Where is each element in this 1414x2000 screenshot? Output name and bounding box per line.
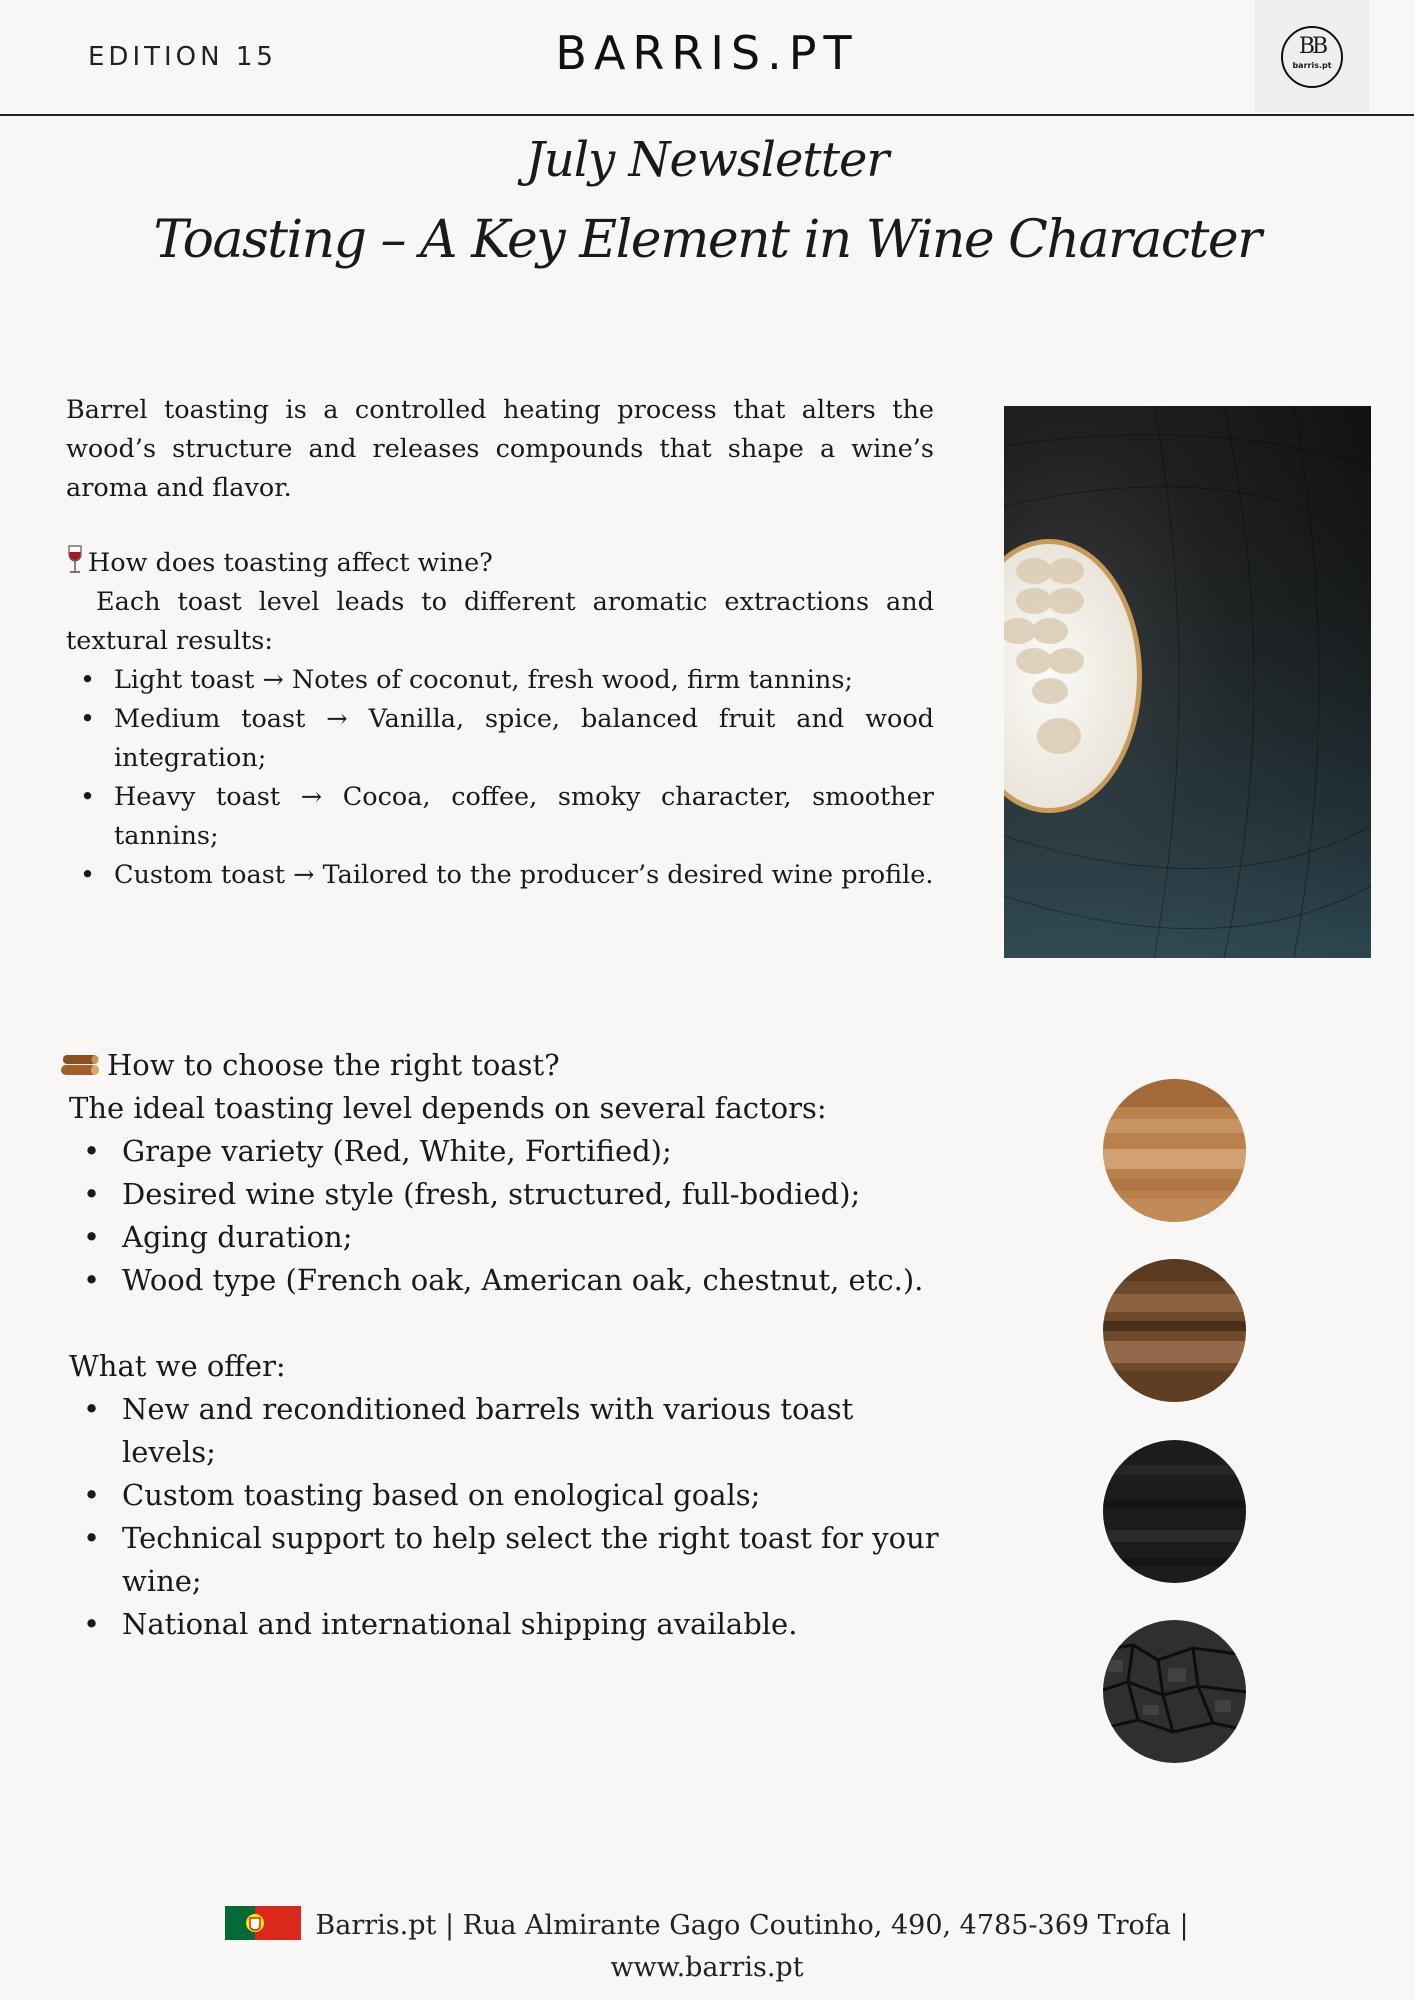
section-heading-text: How to choose the right toast? [107, 1048, 560, 1082]
edition-label: EDITION 15 [88, 42, 277, 72]
newsletter-title: July Newsletter [525, 132, 889, 188]
barrel-interior-photo [1004, 406, 1371, 958]
wood-log-icon [59, 1052, 101, 1078]
factors-list [69, 1130, 949, 1302]
list-item: • Desired wine style (fresh, structured, full-bodied); [69, 1173, 949, 1216]
list-item: • Custom toasting based on enological goals; [69, 1474, 949, 1517]
footer [0, 1905, 1414, 1989]
list-item: • New and reconditioned barrels with various toast levels; [69, 1388, 949, 1474]
newsletter-subtitle: Toasting – A Key Element in Wine Character [153, 210, 1261, 270]
list-item: • Grape variety (Red, White, Fortified); [69, 1130, 949, 1173]
light-toast-swatch [1103, 1079, 1246, 1222]
section-lead: Each toast level leads to different aromatic extractions and textural results: [66, 587, 934, 656]
logo-text: barris.pt [1292, 61, 1332, 70]
list-item: • Custom toast → Tailored to the producer’s desired wine profile. [66, 856, 934, 895]
heavy-toast-swatch [1103, 1440, 1246, 1583]
list-item: • National and international shipping available. [69, 1603, 949, 1646]
list-item: • Wood type (French oak, American oak, chestnut, etc.). [69, 1259, 949, 1302]
charred-toast-swatch [1103, 1620, 1246, 1763]
section-heading [69, 1044, 949, 1087]
brand-title[interactable]: BARRIS.PT [555, 26, 859, 80]
medium-toast-swatch [1103, 1259, 1246, 1402]
section-heading [66, 544, 934, 583]
toast-selection-section [69, 1044, 949, 1646]
list-item: • Aging duration; [69, 1216, 949, 1259]
wine-glass-icon [66, 545, 84, 575]
footer-address-line [0, 1905, 1414, 1947]
brand-logo[interactable] [1281, 26, 1343, 88]
list-item: • Light toast → Notes of coconut, fresh wood, firm tannins; [66, 661, 934, 700]
logo-container [1254, 0, 1370, 112]
toast-level-list [66, 661, 934, 895]
footer-website-link[interactable]: www.barris.pt [610, 1952, 804, 1983]
footer-address: Barris.pt | Rua Almirante Gago Coutinho, 490, 4785-369 Trofa | [315, 1910, 1189, 1941]
header [0, 0, 1414, 116]
list-item: • Heavy toast → Cocoa, coffee, smoky character, smoother tannins; [66, 778, 934, 856]
toast-effects-section [66, 544, 934, 895]
list-item: • Medium toast → Vanilla, spice, balanced fruit and wood integration; [66, 700, 934, 778]
section-lead: The ideal toasting level depends on several factors: [69, 1091, 827, 1125]
offer-list [69, 1388, 949, 1646]
logo-monogram: BB [1298, 34, 1326, 59]
intro-paragraph: Barrel toasting is a controlled heating process that alters the wood’s structure and releases compounds that shape a wine’s aroma and flavor. [66, 395, 934, 503]
list-item: • Technical support to help select the right toast for your wine; [69, 1517, 949, 1603]
section-heading-text: How does toasting affect wine? [88, 548, 493, 578]
offer-heading: What we offer: [69, 1349, 286, 1383]
portugal-flag-icon [225, 1906, 301, 1940]
